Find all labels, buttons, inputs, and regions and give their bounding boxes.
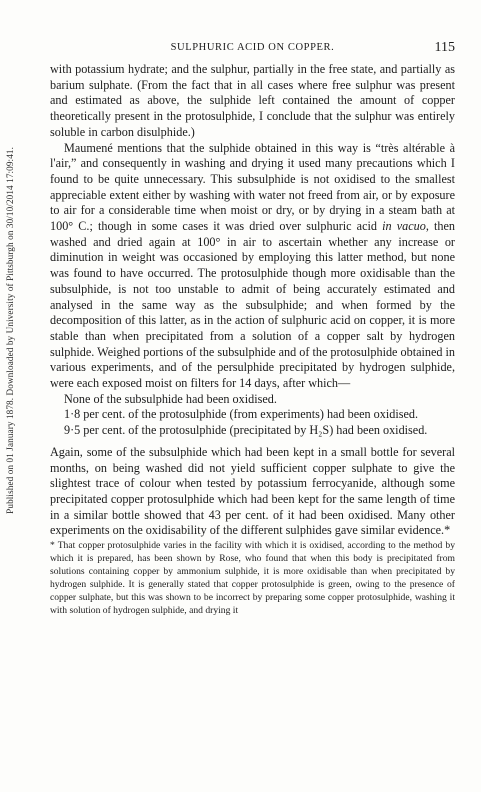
- margin-download-stamp: [4, 70, 16, 590]
- margin-stamp-text: Published on 01 January 1878. Downloaded by University of Pittsburgh on 30/10/2014 17:09:41.: [5, 146, 15, 514]
- footnote: * That copper protosulphide varies in the facility with which it is oxidised, according to the method by which it is prepared, has been shown by Rose, who found that when this body is precipitated from solutions containing copper by ammonium sulphide, it is more oxidisable than when precipitated by hydrogen sulphide. It is generally stated that copper protosulphide is green, owing to the presence of copper sulphate, but this was shown to be incorrect by preparing some copper protosulphide, washing it with solution of hydrogen sulphide, and drying it: [50, 540, 455, 617]
- list-item: None of the subsulphide had been oxidised.: [64, 391, 277, 406]
- paragraph-3: Again, some of the subsulphide which had been kept in a small bottle for several months, on being washed did not yield sufficient copper sulphate to give the slightest trace of colour when tested by potassium ferrocyanide, although some precipitated copper protosulphide which had been kept for the same length of time in a similar bottle showed that 43 per cent. of it had been oxidised. Many other experiments on the oxidisability of the different sulphides gave similar evidence.*: [50, 444, 455, 538]
- paragraph-2: Maumené mentions that the sulphide obtained in this way is “très altérable à l'air,” and consequently in washing and drying it used many precautions which I found to be quite unnecessary. This subsulphide is not oxidised to the smallest appreciable extent either by washing with water not freed from air, or by exposure to air for a considerable time when moist or dry, or by drying in a steam bath at 100° C.; though in some cases it was dried over sulphuric acid in vacuo, then washed and dried again at 100° in air to ascertain whether any increase or diminution in weight was occasioned by employing this latter method, but none was found to have occurred. The protosulphide though more oxidisable than the subsulphide, is not too unstable to admit of being accurately estimated and analysed in the same way as the subsulphide; and when formed by the decomposition of this latter, as in the action of sulphuric acid on copper, it is more stable than when precipitated from a solution of a copper salt by hydrogen sulphide. Weighed portions of the subsulphide and of the protosulphide obtained in various experiments, and of the persulphide precipitated by hydrogen sulphide, were each exposed moist on filters for 14 days, after which—: [50, 140, 456, 391]
- page-number: 115: [434, 40, 455, 55]
- oxidation-results-list: [50, 392, 455, 439]
- list-item: 1·8 per cent. of the protosulphide (from experiments) had been oxidised.: [64, 407, 419, 422]
- running-title: SULPHURIC ACID ON COPPER.: [170, 42, 335, 53]
- page-header: [50, 40, 455, 56]
- paragraph-1: with potassium hydrate; and the sulphur, partially in the free state, and partially as barium sulphate. (From the fact that in all cases where free sulphur was present and estimated as above, the sulphide left contained the amount of copper theoretically present in the protosulphide, I conclude that the sulphur was entirely soluble in carbon disulphide.): [50, 62, 455, 139]
- list-item: 9·5 per cent. of the protosulphide (precipitated by H₂S) had been oxidised.: [64, 423, 428, 438]
- page-body: [50, 62, 455, 617]
